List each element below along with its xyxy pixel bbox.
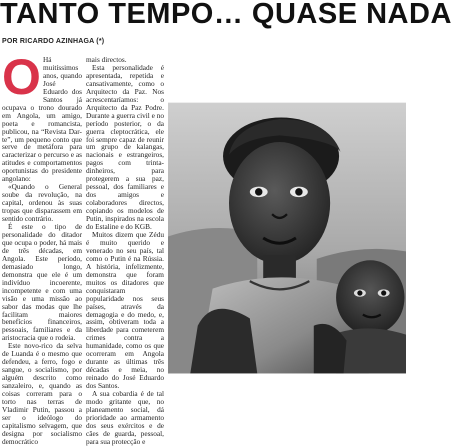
- photo-children-icon: [168, 56, 406, 420]
- paragraph: «Quando o General soube da revolução, na capital, ordenou às suas tropas que disparassem em sentido contrário.: [2, 182, 82, 224]
- byline: POR RICARDO AZINHAGA (*): [2, 38, 105, 45]
- article-column-2: [86, 55, 168, 446]
- paragraph: mais directos.: [86, 55, 127, 64]
- dropcap: O: [2, 49, 41, 105]
- article-column-1: [2, 49, 82, 446]
- paragraph: É este o tipo de personalidade do ditador que ocupa o poder, há mais de três décadas, em Angola. Este período, demasiado longo, demonstra que ele é um indivíduo incoerente, incompetente e com uma visão e uma missão ao sabor das modas que lhe facilitam maiores benefícios financeiros, pessoais, familiares e da aristocracia que o rodeia.: [2, 222, 82, 343]
- paragraph: Há muitíssimos anos, quando José Eduardo dos Santos já ocupava o trono dourado em Angola, um amigo, poeta e romancista, publicou, na “Revista Dar-te”, um pequeno conto que serve de metáfora para caracterizar o percurso e as atitudes e comportamentos oportunistas do presidente angolano:: [2, 55, 82, 184]
- headline: TANTO TEMPO… QUASE NADA: [0, 0, 452, 30]
- paragraph: Este novo-rico da selva de Luanda é o mesmo que defendeu, a ferro, fogo e sangue, o socialismo, por alguém descrito como sanzaleiro, e, quando as coisas correram para o torto nas terras de Vladimir Putin, passou a ser o ideólogo do capitalismo selvagem, que designa por socialismo democrático: [2, 341, 82, 446]
- paragraph: Esta personalidade é apresentada, repetida e cansativamente, como o Arquitecto da Paz. Nos acrescentaríamos: o Arquitecto da Paz Podre. Durante a guerra civil e no período posterior, o da guerra cleptocrática, ele foi sempre capaz de reunir um grupo de kalangas, nacionais e estrangeiros, pagos com trinta-dinheiros, para protegerem a sua paz, pessoal, dos familiares e dos amigos e colaboradores directos, copiando os modelos de Putin, inspirados na escola do Estaline e do KGB.: [86, 62, 164, 232]
- photo-children: [168, 56, 406, 420]
- paragraph: Muitos dizem que Zédu é muito querido e venerado no seu país, tal como o Putin é na Rússia. A história, infelizmente, demonstra que foram muitos os ditadores que conquistaram popularidade nos seus países, através da demagogia e do medo, e, assim, obtiveram toda a liberdade para cometerem crimes contra a humanidade, como os que ocorreram em Angola durante as últimas três décadas e meia, no reinado do José Eduardo dos Santos.: [86, 229, 164, 391]
- paragraph: A sua cobardia é de tal modo gritante que, no planeamento social, dá prioridade ao armamento dos seus exércitos e de cães de guarda, pessoal, para sua protecção e: [86, 389, 164, 446]
